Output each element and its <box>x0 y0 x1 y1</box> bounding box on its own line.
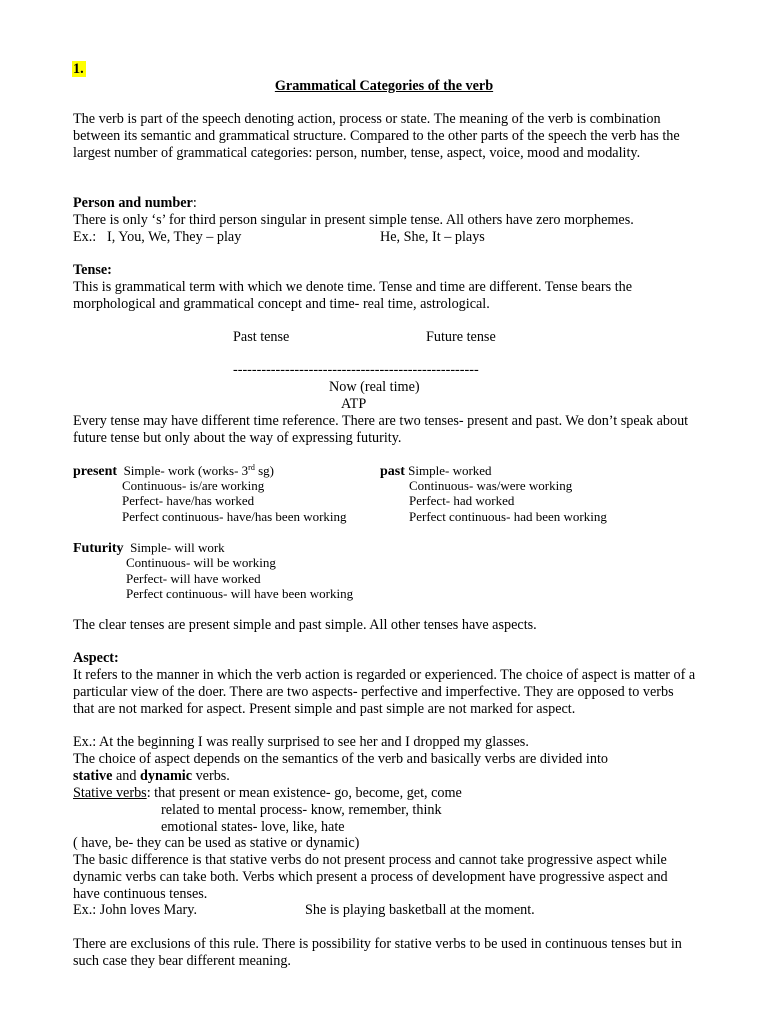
tense-heading: Tense: <box>73 262 112 278</box>
aspect-example-2-left: Ex.: John loves Mary. <box>73 902 197 918</box>
tense-text: This is grammatical term with which we denote time. Tense and time are different. Tense bears the morphological and grammatical concept and time- real time, astrological. <box>73 279 633 312</box>
past-continuous: Continuous- was/were working <box>409 478 573 493</box>
person-example-label: Ex.: <box>73 229 97 245</box>
present-perfect: Perfect- have/has worked <box>122 493 255 508</box>
future-tense-label: Future tense <box>426 329 496 345</box>
stative-verbs-line-3: emotional states- love, like, hate <box>161 819 345 835</box>
tense-text-2: Every tense may have different time reference. There are two tenses- present and past. We don’t speak about future tense but only about the way of expressing futurity. <box>73 413 689 446</box>
person-number-heading: Person and number: <box>73 195 197 211</box>
intro-paragraph: The verb is part of the speech denoting action, process or state. The meaning of the verb is combination between its semantic and grammatical structure. Compared to the other parts of the speech the verb has the largest number of grammatical categories: person, number, tense, aspect, voice, mood and modality. <box>73 111 680 161</box>
aspect-example-2-right: She is playing basketball at the moment. <box>305 902 535 918</box>
aspect-heading: Aspect: <box>73 650 119 666</box>
atp-label: ATP <box>341 396 367 412</box>
futurity-perfect: Perfect- will have worked <box>126 571 261 586</box>
person-example-right: He, She, It – plays <box>380 229 485 245</box>
past-tense-label: Past tense <box>233 329 290 345</box>
clear-tenses-text: The clear tenses are present simple and past simple. All other tenses have aspects. <box>73 617 537 633</box>
difference-text: The basic difference is that stative verbs do not present process and cannot take progressive aspect while dynamic verbs can take both. Verbs which present a process of development have progressive aspect and have continuous tenses. <box>73 852 668 902</box>
semantics-text: The choice of aspect depends on the semantics of the verb and basically verbs are divided into <box>73 751 608 767</box>
futurity-perfect-continuous: Perfect continuous- will have been working <box>126 586 354 601</box>
aspect-text: It refers to the manner in which the verb action is regarded or experienced. The choice of aspect is matter of a particular view of the doer. There are two aspects- perfective and imperfective. They are opposed to verbs that are not marked for aspect. Present simple and past simple are not marked for aspect. <box>73 667 696 717</box>
stative-verbs-line-1: Stative verbs: that present or mean existence- go, become, get, come <box>73 785 462 801</box>
present-perfect-continuous: Perfect continuous- have/has been working <box>122 509 347 524</box>
person-example-left: I, You, We, They – play <box>107 229 242 245</box>
past-perfect: Perfect- had worked <box>409 493 515 508</box>
stative-verbs-line-2: related to mental process- know, remember, think <box>161 802 442 818</box>
futurity-continuous: Continuous- will be working <box>126 555 276 570</box>
present-simple-row: present Simple- work (works- 3rd sg) <box>73 463 274 479</box>
have-be-note: ( have, be- they can be used as stative or dynamic) <box>73 835 360 851</box>
person-number-text: There is only ‘s’ for third person singular in present simple tense. All others have zero morphemes. <box>73 212 634 228</box>
section-number: 1. <box>73 61 84 77</box>
present-continuous: Continuous- is/are working <box>122 478 265 493</box>
past-perfect-continuous: Perfect continuous- had been working <box>409 509 607 524</box>
timeline-dashes: ---------------------------------------------------- <box>233 362 479 378</box>
stative-dynamic-line: stative and dynamic verbs. <box>73 768 230 784</box>
aspect-example: Ex.: At the beginning I was really surprised to see her and I dropped my glasses. <box>73 734 529 750</box>
past-simple-row: past Simple- worked <box>380 463 492 479</box>
now-label: Now (real time) <box>329 379 420 395</box>
exclusions-text: There are exclusions of this rule. There is possibility for stative verbs to be used in continuous tenses but in such case they bear different meaning. <box>73 936 682 969</box>
futurity-simple-row: Futurity Simple- will work <box>73 540 225 556</box>
page-title: Grammatical Categories of the verb <box>274 78 494 94</box>
